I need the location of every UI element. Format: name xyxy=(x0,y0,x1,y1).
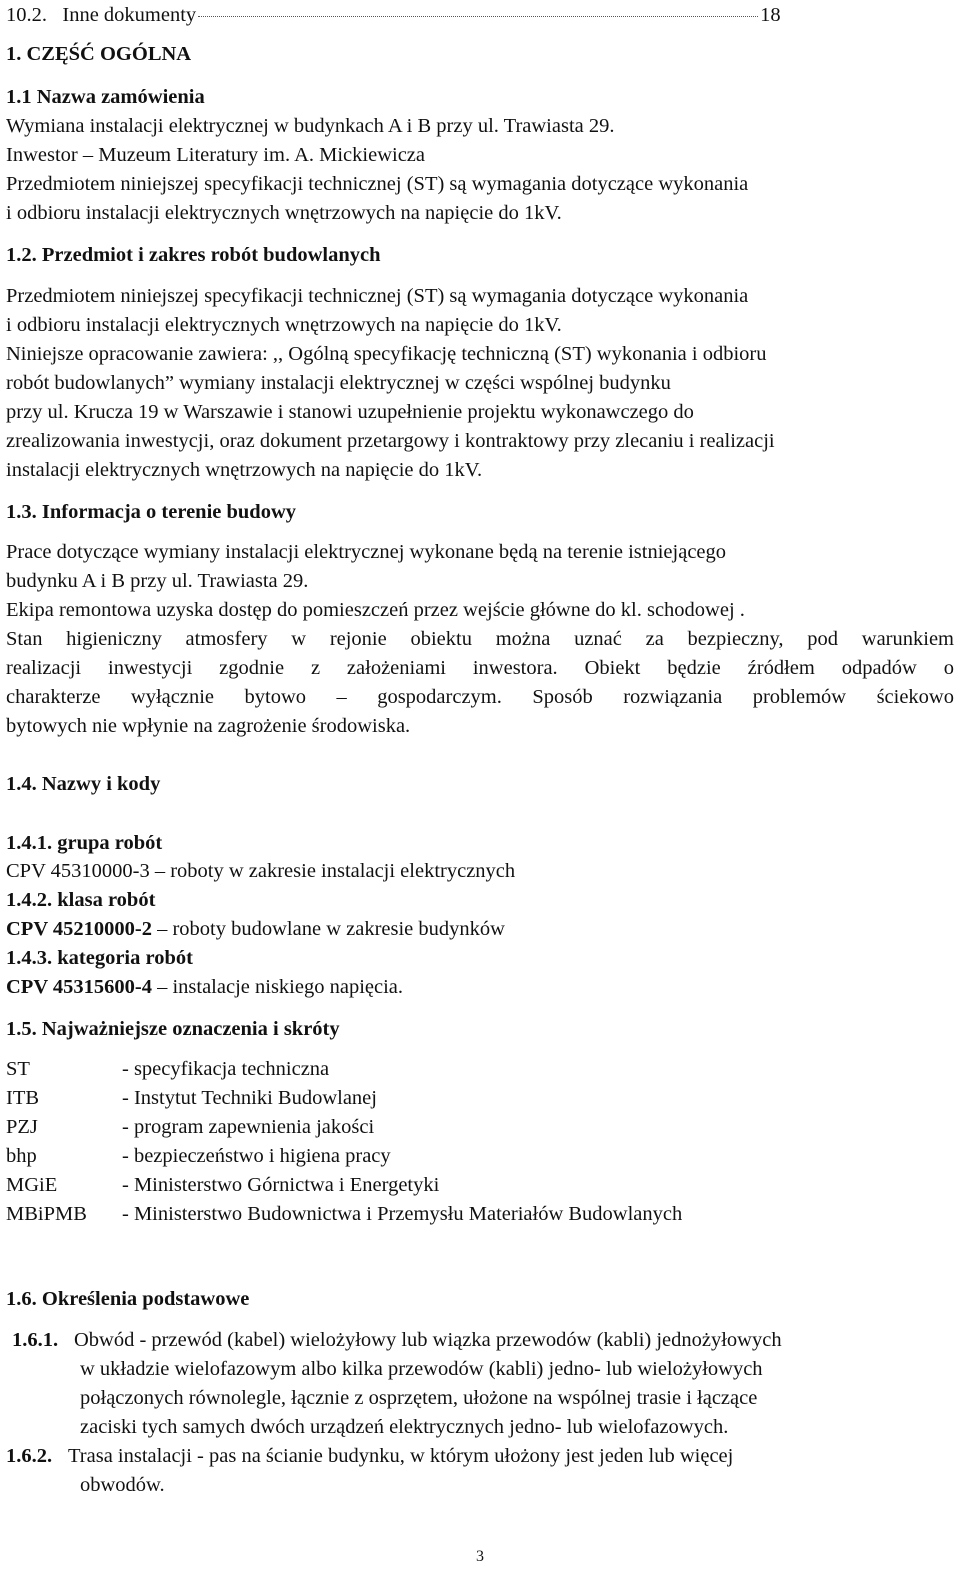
section-1-1-heading: 1.1 Nazwa zamówienia xyxy=(6,86,205,108)
abbreviation-definition: - Ministerstwo Budownictwa i Przemysłu Materiałów Budowlanych xyxy=(122,1203,683,1225)
toc-leader xyxy=(198,16,758,17)
abbreviation-term: bhp xyxy=(6,1145,37,1167)
section-1-2-line: przy ul. Krucza 19 w Warszawie i stanowi uzupełnienie projektu wykonawczego do xyxy=(6,401,694,423)
toc-page: 18 xyxy=(760,4,781,26)
section-1-3-heading: 1.3. Informacja o terenie budowy xyxy=(6,501,297,523)
section-1-2-heading: 1.2. Przedmiot i zakres robót budowlanych xyxy=(6,244,381,266)
abbreviation-term: MGiE xyxy=(6,1174,58,1196)
definition-number: 1.6.1. xyxy=(12,1329,59,1351)
abbreviation-term: MBiPMB xyxy=(6,1203,87,1225)
toc-number: 10.2. xyxy=(6,4,47,26)
definition-line: Obwód - przewód (kabel) wielożyłowy lub wiązka przewodów (kabli) jednożyłowych xyxy=(74,1329,782,1351)
section-1-3-line: realizacji inwestycji zgodnie z założeniami inwestora. Obiekt będzie źródłem odpadów o xyxy=(6,657,954,679)
toc-entry xyxy=(6,2,781,28)
definition-line: w układzie wielofazowym albo kilka przewodów (kabli) jedno- lub wielożyłowych xyxy=(80,1358,763,1380)
section-1-2-line: zrealizowania inwestycji, oraz dokument przetargowy i kontraktowy przy zlecaniu i realizacji xyxy=(6,430,775,452)
section-1-3-line: Ekipa remontowa uzyska dostęp do pomieszczeń przez wejście główne do kl. schodowej . xyxy=(6,599,745,621)
toc-title: Inne dokumenty xyxy=(62,4,197,26)
abbreviation-definition: - program zapewnienia jakości xyxy=(122,1116,375,1138)
cpv-code-line: CPV 45310000-3 – roboty w zakresie instalacji elektrycznych xyxy=(6,860,516,882)
section-1-1-line: Przedmiotem niniejszej specyfikacji technicznej (ST) są wymagania dotyczące wykonania xyxy=(6,173,749,195)
abbreviation-term: PZJ xyxy=(6,1116,38,1138)
definition-line: zaciski tych samych dwóch urządzeń elektrycznych jedno- lub wielofazowych. xyxy=(80,1416,729,1438)
section-1-3-line: charakterze wyłącznie bytowo – gospodarczym. Sposób rozwiązania problemów ściekowo xyxy=(6,686,954,708)
section-1-6-heading: 1.6. Określenia podstawowe xyxy=(6,1288,250,1310)
cpv-code-line: CPV 45315600-4 – instalacje niskiego napięcia. xyxy=(6,976,404,998)
section-1-5-heading: 1.5. Najważniejsze oznaczenia i skróty xyxy=(6,1018,340,1040)
section-1-4-3-heading: 1.4.3. kategoria robót xyxy=(6,947,193,969)
section-1-heading: 1. CZĘŚĆ OGÓLNA xyxy=(6,43,192,65)
section-1-2-line: robót budowlanych” wymiany instalacji elektrycznej w części wspólnej budynku xyxy=(6,372,671,394)
abbreviation-definition: - Ministerstwo Górnictwa i Energetyki xyxy=(122,1174,440,1196)
definition-line: Trasa instalacji - pas na ścianie budynku, w którym ułożony jest jeden lub więcej xyxy=(68,1445,734,1467)
section-1-4-2-heading: 1.4.2. klasa robót xyxy=(6,889,156,911)
section-1-2-line: instalacji elektrycznych wnętrzowych na napięcie do 1kV. xyxy=(6,459,483,481)
section-1-4-heading: 1.4. Nazwy i kody xyxy=(6,773,161,795)
definition-line: połączonych równolegle, łącznie z osprzętem, ułożone na wspólnej trasie i łączące xyxy=(80,1387,758,1409)
abbreviation-definition: - bezpieczeństwo i higiena pracy xyxy=(122,1145,391,1167)
section-1-3-line: Stan higieniczny atmosfery w rejonie obiektu można uznać za bezpieczny, pod warunkiem xyxy=(6,628,954,650)
definition-number: 1.6.2. xyxy=(6,1445,53,1467)
section-1-1-line: Wymiana instalacji elektrycznej w budynkach A i B przy ul. Trawiasta 29. xyxy=(6,115,615,137)
abbreviation-definition: - specyfikacja techniczna xyxy=(122,1058,330,1080)
section-1-2-line: Niniejsze opracowanie zawiera: ,, Ogólną specyfikację techniczną (ST) wykonania i odbioru xyxy=(6,343,767,365)
section-1-2-line: i odbioru instalacji elektrycznych wnętrzowych na napięcie do 1kV. xyxy=(6,314,562,336)
section-1-2-line: Przedmiotem niniejszej specyfikacji technicznej (ST) są wymagania dotyczące wykonania xyxy=(6,285,749,307)
section-1-4-1-heading: 1.4.1. grupa robót xyxy=(6,832,163,854)
page-number: 3 xyxy=(476,1548,484,1565)
section-1-3-line: Prace dotyczące wymiany instalacji elektrycznej wykonane będą na terenie istniejącego xyxy=(6,541,727,563)
cpv-code-line: CPV 45210000-2 – roboty budowlane w zakresie budynków xyxy=(6,918,505,940)
section-1-1-line: Inwestor – Muzeum Literatury im. A. Mickiewicza xyxy=(6,144,425,166)
abbreviation-term: ST xyxy=(6,1058,30,1080)
section-1-1-line: i odbioru instalacji elektrycznych wnętrzowych na napięcie do 1kV. xyxy=(6,202,562,224)
abbreviation-definition: - Instytut Techniki Budowlanej xyxy=(122,1087,377,1109)
section-1-3-line: budynku A i B przy ul. Trawiasta 29. xyxy=(6,570,309,592)
definition-line: obwodów. xyxy=(80,1474,165,1496)
section-1-3-line: bytowych nie wpłynie na zagrożenie środowiska. xyxy=(6,715,411,737)
abbreviation-term: ITB xyxy=(6,1087,40,1109)
